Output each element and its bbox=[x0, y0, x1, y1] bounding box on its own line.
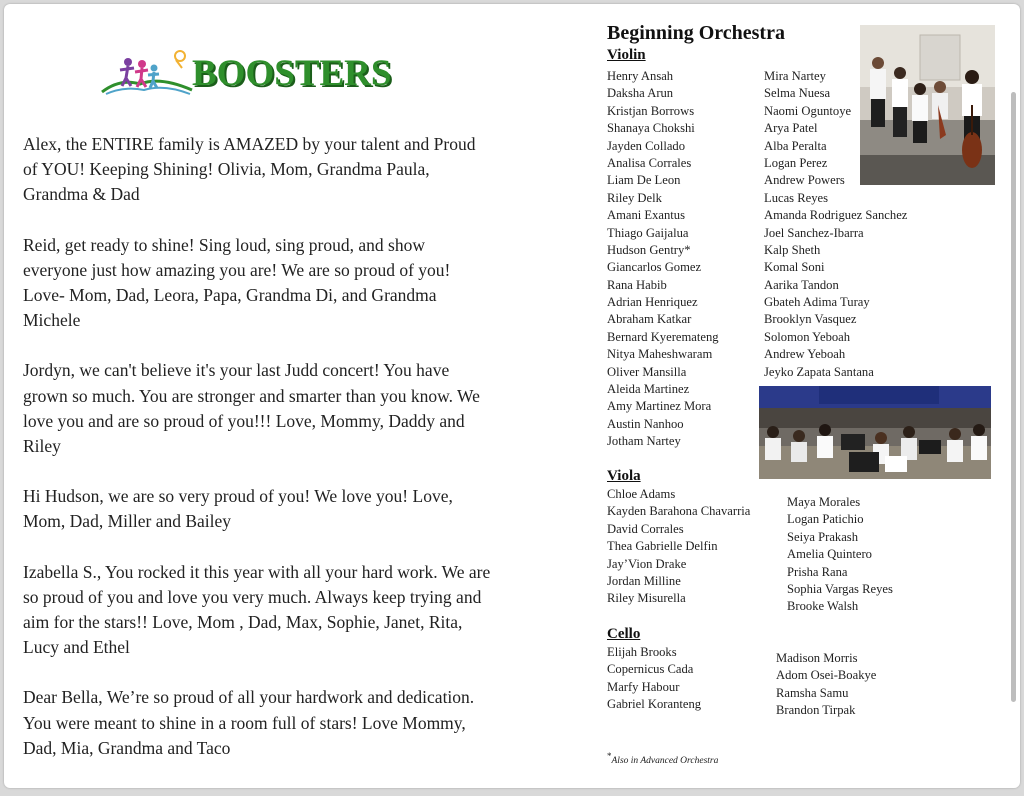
student-name: Jayden Collado bbox=[607, 138, 685, 153]
student-name: Jordan Milline bbox=[607, 573, 681, 588]
student-name: Ramsha Samu bbox=[776, 685, 849, 700]
student-name: Amy Martinez Mora bbox=[607, 399, 712, 414]
scrollbar[interactable] bbox=[1011, 92, 1016, 702]
student-name: Kalp Sheth bbox=[764, 242, 821, 257]
student-name: Adom Osei-Boakye bbox=[776, 668, 877, 683]
student-name: Aarika Tandon bbox=[764, 277, 839, 292]
student-name: Alba Peralta bbox=[764, 138, 827, 153]
message-alex: Alex, the ENTIRE family is AMAZED by your talent and Proud of YOU! Keeping Shining! Olivia, Mom, Grandma Paula, Grandma & Dad bbox=[23, 134, 476, 205]
student-name: Jotham Nartey bbox=[607, 434, 681, 449]
student-name: Joel Sanchez-Ibarra bbox=[764, 225, 864, 240]
student-name: Oliver Mansilla bbox=[607, 364, 687, 379]
student-name: Brooke Walsh bbox=[787, 599, 859, 614]
student-name: Solomon Yeboah bbox=[764, 329, 851, 344]
message-izabella: Izabella S., You rocked it this year with all your hard work. We are so proud of you and love you very much. Always keep trying and aim for the stars!! Love, Mom , Dad, Max, Sophie, Janet, Rita, Lucy and Ethel bbox=[23, 561, 491, 658]
student-name: Thiago Gaijalua bbox=[607, 225, 689, 240]
message-jordyn: Jordyn, we can't believe it's your last Judd concert! You have grown so much. You are stronger and smarter than you know. We love you and are so proud of you!!! Love, Mommy, Daddy and Riley bbox=[23, 360, 480, 457]
student-name: Naomi Oguntoye bbox=[764, 103, 852, 118]
student-name: Jeyko Zapata Santana bbox=[764, 364, 874, 379]
student-name: Maya Morales bbox=[787, 495, 861, 509]
violin-list-1 bbox=[607, 68, 719, 451]
footnote-mark: * bbox=[607, 751, 612, 761]
cello-list-2 bbox=[776, 650, 876, 720]
student-name: Gabriel Koranteng bbox=[607, 697, 702, 712]
student-name: Aleida Martinez bbox=[607, 382, 690, 397]
student-name: Logan Perez bbox=[764, 155, 828, 170]
student-name: Gbateh Adima Turay bbox=[764, 295, 870, 310]
student-name: Mira Nartey bbox=[764, 69, 826, 83]
student-name: Hudson Gentry* bbox=[607, 242, 691, 257]
student-name: Liam De Leon bbox=[607, 173, 681, 188]
message-bella: Dear Bella, We’re so proud of all your hardwork and dedication. You were meant to shine in a room full of stars! Love Mommy, Dad, Mia, Grandma and Taco bbox=[23, 687, 475, 758]
student-name: Abraham Katkar bbox=[607, 312, 692, 327]
student-name: Analisa Corrales bbox=[607, 155, 692, 170]
student-name: Arya Patel bbox=[764, 121, 818, 136]
student-name: Henry Ansah bbox=[607, 69, 674, 83]
student-name: Marfy Habour bbox=[607, 679, 680, 694]
student-name: Selma Nuesa bbox=[764, 86, 831, 101]
student-name: Brooklyn Vasquez bbox=[764, 312, 857, 327]
viola-list-1 bbox=[607, 486, 750, 608]
student-name: Amani Exantus bbox=[607, 208, 685, 223]
student-name: Amanda Rodriguez Sanchez bbox=[764, 208, 908, 223]
student-name: Rana Habib bbox=[607, 277, 667, 292]
cello-heading: Cello bbox=[607, 626, 641, 642]
student-name: Daksha Arun bbox=[607, 86, 674, 101]
student-name: Jay’Vion Drake bbox=[607, 556, 687, 571]
cello-list-1 bbox=[607, 644, 701, 714]
student-name: Brandon Tirpak bbox=[776, 703, 856, 718]
boosters-figures-icon bbox=[100, 48, 196, 104]
boosters-logo bbox=[100, 48, 410, 104]
orchestra-title: Beginning Orchestra bbox=[607, 22, 785, 44]
program-page bbox=[4, 4, 1020, 788]
viola-list-2 bbox=[787, 494, 893, 616]
student-name: Prisha Rana bbox=[787, 564, 848, 579]
student-name: Copernicus Cada bbox=[607, 662, 694, 677]
student-name: Madison Morris bbox=[776, 651, 858, 665]
student-name: Kayden Barahona Chavarria bbox=[607, 504, 751, 519]
students-instruments-photo bbox=[860, 25, 995, 185]
shout-out-messages bbox=[23, 132, 493, 786]
student-name: Logan Patichio bbox=[787, 512, 864, 527]
footnote-text: Also in Advanced Orchestra bbox=[611, 756, 719, 767]
student-name: Amelia Quintero bbox=[787, 547, 872, 562]
student-name: Giancarlos Gomez bbox=[607, 260, 702, 275]
student-name: Sophia Vargas Reyes bbox=[787, 581, 893, 596]
student-name: Lucas Reyes bbox=[764, 190, 828, 205]
student-name: Adrian Henriquez bbox=[607, 295, 698, 310]
student-name: Riley Misurella bbox=[607, 591, 686, 606]
orchestra-rehearsal-photo bbox=[759, 386, 991, 479]
student-name: Seiya Prakash bbox=[787, 529, 858, 544]
boosters-wordmark: BOOSTERS bbox=[192, 53, 392, 94]
viola-heading: Viola bbox=[607, 468, 641, 484]
message-reid: Reid, get ready to shine! Sing loud, sing proud, and show everyone just how amazing you are! We are so proud of you! Love- Mom, Dad, Leora, Papa, Grandma Di, and Grandma Michele bbox=[23, 234, 451, 331]
student-name: Komal Soni bbox=[764, 260, 825, 275]
student-name: Shanaya Chokshi bbox=[607, 121, 695, 136]
student-name: Nitya Maheshwaram bbox=[607, 347, 713, 362]
student-name: Andrew Powers bbox=[764, 173, 845, 188]
student-name: David Corrales bbox=[607, 521, 684, 536]
rehearsal-photo-image bbox=[759, 386, 991, 479]
student-name: Andrew Yeboah bbox=[764, 347, 846, 362]
student-name: Thea Gabrielle Delfin bbox=[607, 539, 718, 554]
student-name: Chloe Adams bbox=[607, 487, 676, 501]
message-hudson: Hi Hudson, we are so very proud of you! We love you! Love, Mom, Dad, Miller and Bailey bbox=[23, 486, 453, 532]
students-photo-image bbox=[860, 25, 995, 185]
violin-heading: Violin bbox=[607, 47, 646, 63]
student-name: Elijah Brooks bbox=[607, 645, 677, 659]
student-name: Riley Delk bbox=[607, 190, 662, 205]
footnote bbox=[607, 751, 718, 766]
student-name: Austin Nanhoo bbox=[607, 416, 684, 431]
student-name: Bernard Kyeremateng bbox=[607, 329, 719, 344]
student-name: Kristjan Borrows bbox=[607, 103, 695, 118]
